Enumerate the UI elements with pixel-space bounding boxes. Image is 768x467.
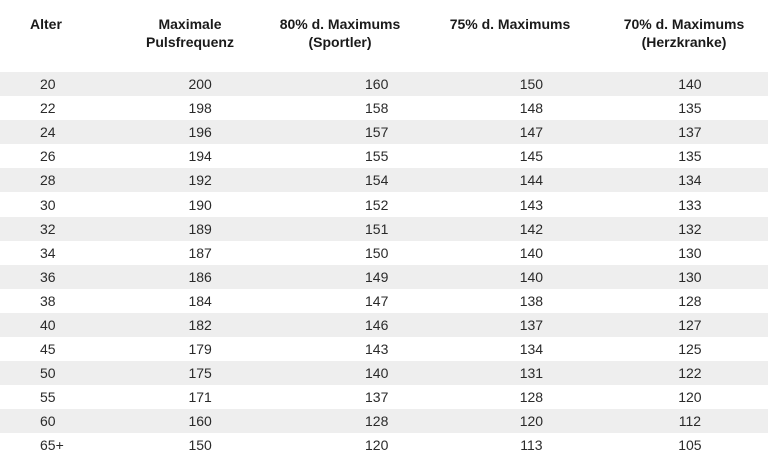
cell-age: 26 — [40, 148, 56, 165]
cell-80-percent: 160 — [365, 76, 389, 93]
table-row — [0, 433, 768, 457]
cell-age: 30 — [40, 196, 56, 213]
cell-70-percent: 105 — [678, 437, 702, 454]
table-row — [0, 96, 768, 120]
cell-70-percent: 127 — [678, 316, 702, 333]
cell-70-percent: 135 — [678, 148, 702, 165]
cell-age: 32 — [40, 220, 56, 237]
cell-age: 24 — [40, 124, 56, 141]
cell-75-percent: 150 — [519, 76, 544, 93]
cell-80-percent: 120 — [365, 437, 389, 454]
cell-80-percent: 147 — [365, 292, 389, 309]
header-alter: Alter — [30, 16, 62, 32]
cell-70-percent: 122 — [678, 365, 702, 382]
cell-75-percent: 144 — [519, 172, 544, 189]
cell-age: 65+ — [40, 437, 64, 454]
table-row — [0, 409, 768, 433]
header-80-percent: 80% d. Maximums (Sportler) — [279, 16, 401, 50]
table-row — [0, 385, 768, 409]
cell-80-percent: 128 — [365, 413, 389, 430]
cell-80-percent: 157 — [365, 124, 389, 141]
cell-75-percent: 120 — [519, 413, 544, 430]
table-row — [0, 337, 768, 361]
cell-max-pulse: 190 — [188, 196, 212, 213]
cell-70-percent: 130 — [678, 244, 702, 261]
header-70-percent: 70% d. Maximums (Herzkranke) — [623, 16, 745, 50]
cell-75-percent: 140 — [519, 244, 544, 261]
cell-age: 55 — [40, 389, 56, 406]
cell-max-pulse: 175 — [188, 365, 212, 382]
cell-80-percent: 150 — [365, 244, 389, 261]
cell-max-pulse: 184 — [188, 292, 212, 309]
cell-70-percent: 128 — [678, 292, 702, 309]
table-row — [0, 144, 768, 168]
cell-age: 50 — [40, 365, 56, 382]
cell-75-percent: 138 — [519, 292, 544, 309]
table-header — [0, 0, 768, 72]
cell-70-percent: 132 — [678, 220, 702, 237]
cell-max-pulse: 171 — [188, 389, 212, 406]
cell-max-pulse: 189 — [188, 220, 212, 237]
cell-75-percent: 134 — [519, 341, 544, 358]
cell-max-pulse: 200 — [188, 76, 212, 93]
table-row — [0, 120, 768, 144]
cell-age: 36 — [40, 268, 56, 285]
cell-80-percent: 151 — [365, 220, 389, 237]
cell-70-percent: 133 — [678, 196, 702, 213]
cell-max-pulse: 187 — [188, 244, 212, 261]
cell-75-percent: 140 — [519, 268, 544, 285]
cell-75-percent: 113 — [520, 437, 543, 454]
cell-age: 45 — [40, 341, 56, 358]
cell-age: 60 — [40, 413, 56, 430]
cell-75-percent: 145 — [519, 148, 544, 165]
cell-80-percent: 143 — [365, 341, 389, 358]
cell-80-percent: 158 — [365, 100, 389, 117]
cell-75-percent: 148 — [519, 100, 544, 117]
cell-80-percent: 155 — [365, 148, 389, 165]
table-row — [0, 241, 768, 265]
table-body — [0, 72, 768, 458]
cell-70-percent: 140 — [678, 76, 702, 93]
table-row — [0, 192, 768, 216]
cell-max-pulse: 150 — [188, 437, 212, 454]
cell-70-percent: 125 — [678, 341, 702, 358]
cell-75-percent: 131 — [519, 365, 544, 382]
cell-max-pulse: 196 — [188, 124, 212, 141]
cell-80-percent: 146 — [365, 316, 389, 333]
table-row — [0, 265, 768, 289]
cell-max-pulse: 160 — [188, 413, 212, 430]
cell-80-percent: 137 — [365, 389, 389, 406]
table-row — [0, 217, 768, 241]
cell-age: 38 — [40, 292, 56, 309]
cell-max-pulse: 186 — [188, 268, 212, 285]
cell-age: 22 — [40, 100, 56, 117]
header-75-percent: 75% d. Maximums — [449, 16, 571, 32]
cell-80-percent: 154 — [365, 172, 389, 189]
cell-70-percent: 137 — [678, 124, 702, 141]
cell-age: 40 — [40, 316, 56, 333]
cell-80-percent: 149 — [365, 268, 389, 285]
cell-75-percent: 142 — [519, 220, 544, 237]
cell-80-percent: 152 — [365, 196, 389, 213]
table-row — [0, 72, 768, 96]
cell-70-percent: 130 — [678, 268, 702, 285]
cell-75-percent: 137 — [519, 316, 544, 333]
cell-70-percent: 135 — [678, 100, 702, 117]
cell-70-percent: 120 — [678, 389, 702, 406]
table-row — [0, 361, 768, 385]
cell-age: 20 — [40, 76, 56, 93]
cell-80-percent: 140 — [365, 365, 389, 382]
cell-max-pulse: 198 — [188, 100, 212, 117]
cell-75-percent: 147 — [519, 124, 544, 141]
cell-max-pulse: 182 — [188, 316, 212, 333]
cell-max-pulse: 179 — [188, 341, 212, 358]
table-row — [0, 289, 768, 313]
cell-75-percent: 128 — [519, 389, 544, 406]
table-row — [0, 313, 768, 337]
cell-70-percent: 112 — [678, 413, 702, 430]
cell-max-pulse: 192 — [188, 172, 212, 189]
cell-max-pulse: 194 — [188, 148, 212, 165]
cell-70-percent: 134 — [678, 172, 702, 189]
header-max-pulse: Maximale Pulsfrequenz — [146, 16, 234, 50]
cell-75-percent: 143 — [519, 196, 544, 213]
cell-age: 28 — [40, 172, 56, 189]
table-row — [0, 168, 768, 192]
cell-age: 34 — [40, 244, 56, 261]
